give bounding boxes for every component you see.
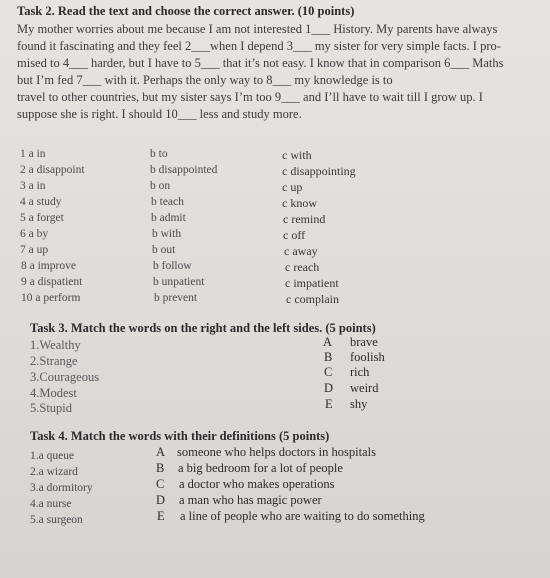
option-c: c complain [286,292,339,306]
right-word: rich [350,365,370,379]
option-b: b teach [151,196,184,208]
task2-line-4: but I’m fed 7___ with it. Perhaps the only way to 8___ my knowledge is to [17,73,393,87]
definition: a doctor who makes operations [179,477,335,491]
match-letter: C [324,365,333,379]
task2-title: Task 2. Read the text and choose the correct answer. (10 points) [17,4,355,18]
option-c: c away [284,244,318,258]
definition: a big bedroom for a lot of people [178,461,343,475]
option-a: 7 a up [20,244,49,256]
option-b: b disappointed [150,164,218,176]
task2-line-2: found it fascinating and they feel 2___when I depend 3___ my sister for very simple facts. I pro- [17,39,501,53]
option-a: 4 a study [20,196,62,208]
option-a: 10 a perform [21,292,81,304]
match-letter: C [156,477,165,491]
option-c: c impatient [285,276,339,290]
left-word: 4.Modest [30,386,77,400]
task4-title: Task 4. Match the words with their definitions (5 points) [30,429,330,443]
option-b: b to [150,148,168,160]
option-c: c off [283,228,306,242]
left-word: 1.Wealthy [30,338,81,352]
match-letter: E [325,397,333,411]
match-letter: B [156,461,165,475]
task3-title: Task 3. Match the words on the right and the left sides. (5 points) [30,321,376,335]
option-a: 8 a improve [21,260,76,272]
left-word: 5.Stupid [30,401,73,415]
option-b: b unpatient [153,276,205,288]
left-word: 2.a wizard [30,466,78,478]
left-word: 3.a dormitory [30,482,93,494]
task2-line-5: travel to other countries, but my sister says I’m too 9___ and I’ll have to wait till I grow up. I [17,90,483,104]
right-word: foolish [350,350,385,364]
definition: a man who has magic power [179,493,322,507]
option-a: 9 a dispatient [21,276,83,288]
right-word: shy [350,397,368,411]
option-b: b out [152,244,176,256]
option-c: c with [282,148,312,162]
left-word: 2.Strange [30,354,78,368]
option-a: 3 a in [20,180,46,192]
match-letter: D [156,493,166,507]
option-a: 1 a in [20,148,46,160]
option-c: c know [282,196,317,210]
option-c: c disappointing [282,164,356,178]
definition: a line of people who are waiting to do something [180,509,425,523]
option-a: 2 a disappoint [20,164,85,176]
option-c: c reach [285,260,320,274]
option-c: c remind [283,212,326,226]
left-word: 1.a queue [30,450,75,462]
option-b: b prevent [154,292,198,304]
option-a: 5 a forget [20,212,64,224]
left-word: 5.a surgeon [30,514,83,526]
match-letter: A [156,445,166,459]
option-c: c up [282,180,303,194]
match-letter: E [157,509,165,523]
match-letter: D [324,381,334,395]
option-b: b follow [153,260,192,272]
task2-line-3: mised to 4___ harder, but I have to 5___ that it’s not easy. I know that in comparison 6___ Maths [17,56,504,70]
option-b: b on [150,180,171,192]
option-b: b with [152,228,182,240]
right-word: brave [350,335,378,349]
left-word: 4.a nurse [30,498,72,510]
option-a: 6 a by [20,228,49,240]
definition: someone who helps doctors in hospitals [177,445,376,459]
match-letter: B [324,350,333,364]
option-b: b admit [151,212,186,224]
right-word: weird [350,381,379,395]
task2-line-1: My mother worries about me because I am not interested 1___ History. My parents have always [17,22,498,36]
match-letter: A [323,335,333,349]
left-word: 3.Courageous [30,370,100,384]
task2-line-6: suppose she is right. I should 10___ less and study more. [17,107,302,121]
